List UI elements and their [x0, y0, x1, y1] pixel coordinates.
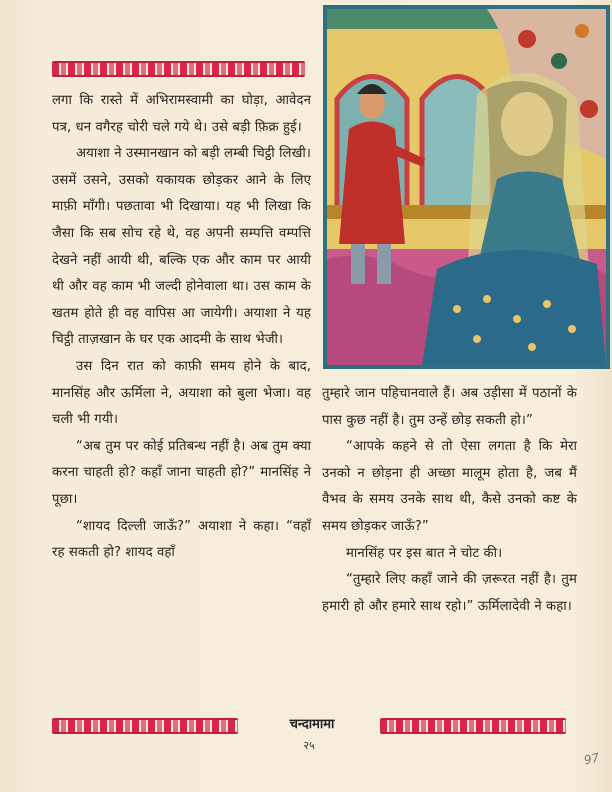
magazine-title: चन्दामामा — [289, 717, 335, 732]
handwritten-page-number: 97 — [582, 750, 601, 768]
paragraph: “तुम्हारे लिए कहाँ जाने की ज़रूरत नहीं है। तुम हमारी हो और हमारे साथ रहो।” ऊर्मिलादेवी ने कहा। — [322, 572, 577, 614]
decorative-border-bottom-left — [52, 718, 238, 734]
paragraph: “आपके कहने से तो ऐसा लगता है कि मेरा उनको न छोड़ना ही अच्छा मालूम होता है, जब मैं वैभव के समय उनके साथ थी, कैसे उनको कष्ट के समय छोड़कर जाऊँ?” — [322, 439, 577, 534]
decorative-border-bottom-right — [380, 718, 566, 734]
story-illustration — [323, 5, 610, 369]
paragraph: तुम्हारे जान पहिचानवाले हैं। अब उड़ीसा में पठानों के पास कुछ नहीं है। तुम उन्हें छोड़ सकती हो।” — [322, 386, 577, 428]
paragraph: “अब तुम पर कोई प्रतिबन्ध नहीं है। अब तुम क्या करना चाहती हो? कहाँ जाना चाहती हो?” मानसिंह ने पूछा। — [52, 438, 311, 507]
page-number: २५ — [303, 739, 315, 752]
paragraph: “शायद दिल्ली जाऊँ?” अयाशा ने कहा। “वहाँ रह सकती हो? शायद वहाँ — [52, 518, 311, 561]
decorative-border-top — [52, 61, 305, 77]
right-text-column — [322, 381, 577, 620]
illustration-scene — [327, 9, 606, 365]
paragraph: अयाशा ने उस्मानखान को बड़ी लम्बी चिट्ठी लिखी। उसमें उसने, उसको यकायक छोड़कर आने के लिए माफ़ी माँगी। पछतावा भी दिखाया। यह भी लिखा कि जैसा कि सब सोच रहे थे, वह अपनी सम्पत्ति वम्पत्ति देखने नहीं आयी थी, बल्कि एक और काम पर आयी थी और वह काम भी जल्दी होनेवाला था। उस काम के खतम होते ही वह वापिस आ जायेगी। अयाशा ने यह चिट्ठी ताज़खान के घर एक आदमी के साथ भेजी। — [52, 146, 311, 348]
left-text-column — [52, 88, 311, 567]
paragraph: उस दिन रात को काफ़ी समय होने के बाद, मानसिंह और ऊर्मिला ने, अयाशा को बुला भेजा। वह चली भी गयी। — [52, 358, 311, 428]
paragraph: मानसिंह पर इस बात ने चोट की। — [346, 545, 503, 561]
paragraph: लगा कि रास्ते में अभिरामस्वामी का घोड़ा, आवेदन पत्र, धन वगैरह चोरी चले गये थे। उसे बड़ी फ़िक्र हुई। — [52, 93, 311, 135]
